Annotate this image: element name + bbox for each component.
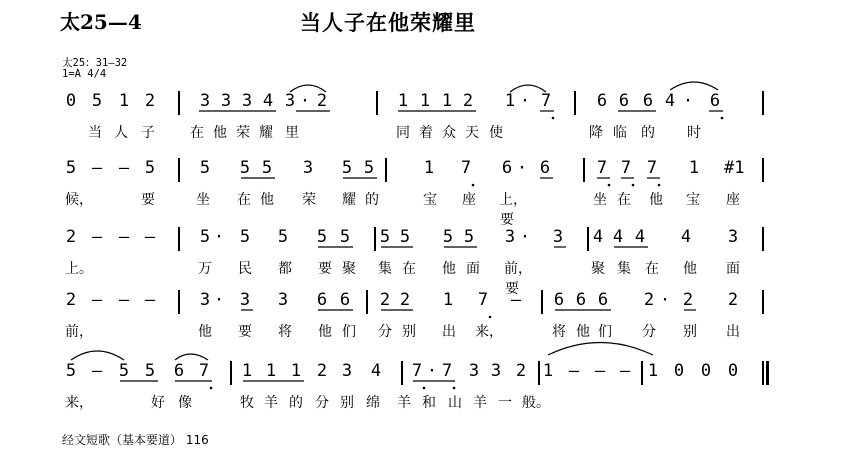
- note: 5: [199, 158, 211, 178]
- lyric: 他: [649, 192, 663, 208]
- lyric: 众: [442, 125, 456, 141]
- note: 7: [477, 290, 489, 310]
- note: 7: [411, 361, 423, 381]
- lyric: 们: [598, 324, 612, 340]
- lyric: 出: [726, 324, 740, 340]
- note: 2: [65, 227, 77, 247]
- bar-line: [587, 227, 589, 251]
- note: 2: [727, 290, 739, 310]
- note: ·: [426, 361, 438, 381]
- lyric: 的: [289, 395, 303, 411]
- lyric: 候，: [65, 192, 93, 208]
- lyric: 他: [318, 324, 332, 340]
- note: 4: [262, 91, 274, 111]
- note: 2: [316, 361, 328, 381]
- note: 1: [265, 361, 277, 381]
- lyric: 当: [88, 125, 102, 141]
- lyric: 在: [190, 125, 204, 141]
- bar-line: [762, 91, 764, 115]
- note: 7: [441, 361, 453, 381]
- note: 4: [370, 361, 382, 381]
- lyric: 在: [237, 192, 251, 208]
- bar-line: [762, 158, 764, 182]
- lyric: 好: [151, 395, 165, 411]
- note: 1: [419, 91, 431, 111]
- note: 6: [501, 158, 513, 178]
- note: 5: [341, 158, 353, 178]
- note: 6: [316, 290, 328, 310]
- note: 6: [597, 290, 609, 310]
- note: 5: [442, 227, 454, 247]
- lyric: 他: [260, 192, 274, 208]
- note: #1: [724, 158, 745, 178]
- note: 5: [144, 361, 156, 381]
- note: 1: [397, 91, 409, 111]
- note: 5: [379, 227, 391, 247]
- note: 1: [542, 361, 554, 381]
- note: 6: [173, 361, 185, 381]
- note: 6: [575, 290, 587, 310]
- lyric: 将: [552, 324, 566, 340]
- note: ·: [299, 91, 311, 111]
- note: 3: [239, 290, 251, 310]
- lyric: 要: [238, 324, 252, 340]
- note: 5: [65, 158, 77, 178]
- lyric: 集: [378, 261, 392, 277]
- note: 2: [399, 290, 411, 310]
- note: 5: [65, 361, 77, 381]
- lyric: 座: [726, 192, 740, 208]
- bar-line: [178, 91, 180, 115]
- lyric: 面: [466, 261, 480, 277]
- lyric: 人: [114, 125, 128, 141]
- note: 1: [118, 91, 130, 111]
- note: ·: [213, 227, 225, 247]
- note: 0: [673, 361, 685, 381]
- lyric: 都: [278, 261, 292, 277]
- note: –: [118, 227, 130, 247]
- lyric: 要: [318, 261, 332, 277]
- note: 0: [700, 361, 712, 381]
- note: 3: [199, 91, 211, 111]
- lyric: 别: [340, 395, 354, 411]
- note: 3: [284, 91, 296, 111]
- lyric: 他: [442, 261, 456, 277]
- note: ·: [659, 290, 671, 310]
- note: 3: [220, 91, 232, 111]
- note: 4: [664, 91, 676, 111]
- lyric: 牧: [240, 395, 254, 411]
- lyric: 羊: [264, 395, 278, 411]
- note: 7: [540, 91, 552, 111]
- note: 4: [592, 227, 604, 247]
- scripture-source: 太25：31—32: [62, 57, 128, 69]
- note: 1: [647, 361, 659, 381]
- note: –: [510, 290, 522, 310]
- lyric: 将: [278, 324, 292, 340]
- note: 3: [199, 290, 211, 310]
- bar-line: [401, 361, 403, 385]
- lyric: 别: [402, 324, 416, 340]
- note: 3: [277, 290, 289, 310]
- note: 6: [339, 290, 351, 310]
- bar-line: [376, 91, 378, 115]
- lyric: 来，: [65, 395, 93, 411]
- note: 6: [642, 91, 654, 111]
- staff-row: [0, 290, 843, 370]
- note: 4: [634, 227, 646, 247]
- note: 3: [302, 158, 314, 178]
- bar-line: [762, 290, 764, 314]
- note: –: [144, 290, 156, 310]
- lyric: 宝: [423, 192, 437, 208]
- note: ·: [519, 227, 531, 247]
- lyric: 聚: [591, 261, 605, 277]
- lyric: 天: [465, 125, 479, 141]
- note: –: [619, 361, 631, 381]
- note: 6: [553, 290, 565, 310]
- note: 7: [596, 158, 608, 178]
- note: –: [91, 227, 103, 247]
- bar-line: [538, 361, 540, 385]
- note: 2: [462, 91, 474, 111]
- lyric: 坐: [196, 192, 210, 208]
- note: 3: [241, 91, 253, 111]
- note: 1: [290, 361, 302, 381]
- note: 6: [618, 91, 630, 111]
- note: 0: [727, 361, 739, 381]
- lyric: 别: [683, 324, 697, 340]
- lyric: 荣: [302, 192, 316, 208]
- lyric: 他: [683, 261, 697, 277]
- lyric: 他: [213, 125, 227, 141]
- lyric: 来，: [475, 324, 503, 340]
- note: 5: [363, 158, 375, 178]
- note: 5: [144, 158, 156, 178]
- note: 7: [460, 158, 472, 178]
- lyric: 羊: [397, 395, 411, 411]
- lyric: 和: [422, 395, 436, 411]
- note: 5: [261, 158, 273, 178]
- lyric: 他: [576, 324, 590, 340]
- note: 3: [552, 227, 564, 247]
- lyric: 分: [378, 324, 392, 340]
- note: 1: [688, 158, 700, 178]
- note: 7: [620, 158, 632, 178]
- lyric: 在: [617, 192, 631, 208]
- note: 5: [316, 227, 328, 247]
- lyric: 荣: [236, 125, 250, 141]
- lyric: 座: [462, 192, 476, 208]
- note: 5: [277, 227, 289, 247]
- note: –: [91, 361, 103, 381]
- lyric: 着: [419, 125, 433, 141]
- note: 5: [239, 158, 251, 178]
- note: 3: [727, 227, 739, 247]
- lyric: 集: [617, 261, 631, 277]
- note: 3: [341, 361, 353, 381]
- bar-line: [641, 361, 643, 385]
- note: 5: [463, 227, 475, 247]
- lyric: 时: [687, 125, 701, 141]
- lyric: 要: [141, 192, 155, 208]
- staff-row: [0, 158, 843, 238]
- lyric: 同: [396, 125, 410, 141]
- lyric: 里: [285, 125, 299, 141]
- note: 7: [646, 158, 658, 178]
- note: –: [594, 361, 606, 381]
- bar-line: [230, 361, 232, 385]
- note: 2: [316, 91, 328, 111]
- note: –: [118, 158, 130, 178]
- lyric: 民: [238, 261, 252, 277]
- lyric: 子: [141, 125, 155, 141]
- note: 5: [399, 227, 411, 247]
- note: 1: [423, 158, 435, 178]
- lyric: 使: [489, 125, 503, 141]
- note: 3: [468, 361, 480, 381]
- lyric: 万: [198, 261, 212, 277]
- bar-line: [366, 290, 368, 314]
- note: 0: [65, 91, 77, 111]
- note: –: [144, 227, 156, 247]
- note: –: [91, 290, 103, 310]
- bar-line: [574, 91, 576, 115]
- note: 5: [91, 91, 103, 111]
- note: 2: [515, 361, 527, 381]
- lyric: 们: [342, 324, 356, 340]
- note: 5: [339, 227, 351, 247]
- note: 5: [239, 227, 251, 247]
- lyric: 面: [726, 261, 740, 277]
- lyric: 像: [178, 395, 192, 411]
- lyric: 前，要: [504, 261, 532, 297]
- note: 1: [442, 290, 454, 310]
- lyric: 山: [448, 395, 462, 411]
- hymn-reference: 太25—4: [60, 10, 142, 34]
- lyric: 降: [589, 125, 603, 141]
- note: 7: [198, 361, 210, 381]
- lyric: 在: [645, 261, 659, 277]
- note: 1: [441, 91, 453, 111]
- note: 5: [199, 227, 211, 247]
- lyric: 上。: [65, 261, 93, 277]
- lyric: 在: [402, 261, 416, 277]
- note: 2: [682, 290, 694, 310]
- note: 2: [144, 91, 156, 111]
- lyric: 坐: [593, 192, 607, 208]
- lyric: 绵: [366, 395, 380, 411]
- note: 6: [539, 158, 551, 178]
- note: ·: [682, 91, 694, 111]
- note: 2: [65, 290, 77, 310]
- bar-line: [178, 290, 180, 314]
- bar-line: [374, 227, 376, 251]
- lyric: 分: [315, 395, 329, 411]
- note: 1: [241, 361, 253, 381]
- page-title: 当人子在他荣耀里: [300, 11, 476, 35]
- lyric: 他: [198, 324, 212, 340]
- bar-line: [385, 158, 387, 182]
- note: –: [568, 361, 580, 381]
- staff-row: [0, 361, 843, 441]
- lyric: 分: [642, 324, 656, 340]
- note: 3: [490, 361, 502, 381]
- lyric: 羊: [473, 395, 487, 411]
- lyric: 临: [613, 125, 627, 141]
- lyric: 聚: [342, 261, 356, 277]
- note: 2: [643, 290, 655, 310]
- lyric: 出: [442, 324, 456, 340]
- note: 4: [612, 227, 624, 247]
- note: 1: [504, 91, 516, 111]
- footer-source: 经文短歌（基本要道） 116: [62, 433, 209, 447]
- note: 6: [709, 91, 721, 111]
- lyric: 的: [365, 192, 379, 208]
- lyric: 上，要: [499, 192, 527, 228]
- bar-line: [178, 158, 180, 182]
- lyric: 一: [498, 395, 512, 411]
- lyric: 前，: [65, 324, 93, 340]
- note: ·: [516, 158, 528, 178]
- note: 4: [680, 227, 692, 247]
- final-bar-line: [766, 361, 769, 385]
- note: ·: [213, 290, 225, 310]
- note: –: [118, 290, 130, 310]
- bar-line: [762, 227, 764, 251]
- note: ·: [519, 91, 531, 111]
- note: 5: [118, 361, 130, 381]
- note: 6: [596, 91, 608, 111]
- lyric: 耀: [342, 192, 356, 208]
- key-signature: 1=A 4/4: [62, 68, 107, 80]
- bar-line: [583, 158, 585, 182]
- bar-line: [762, 361, 764, 385]
- bar-line: [178, 227, 180, 251]
- bar-line: [541, 290, 543, 314]
- note: –: [91, 158, 103, 178]
- lyric: 的: [641, 125, 655, 141]
- lyric: 宝: [686, 192, 700, 208]
- lyric: 耀: [259, 125, 273, 141]
- note: 2: [379, 290, 391, 310]
- note: 3: [504, 227, 516, 247]
- lyric: 般。: [522, 395, 550, 411]
